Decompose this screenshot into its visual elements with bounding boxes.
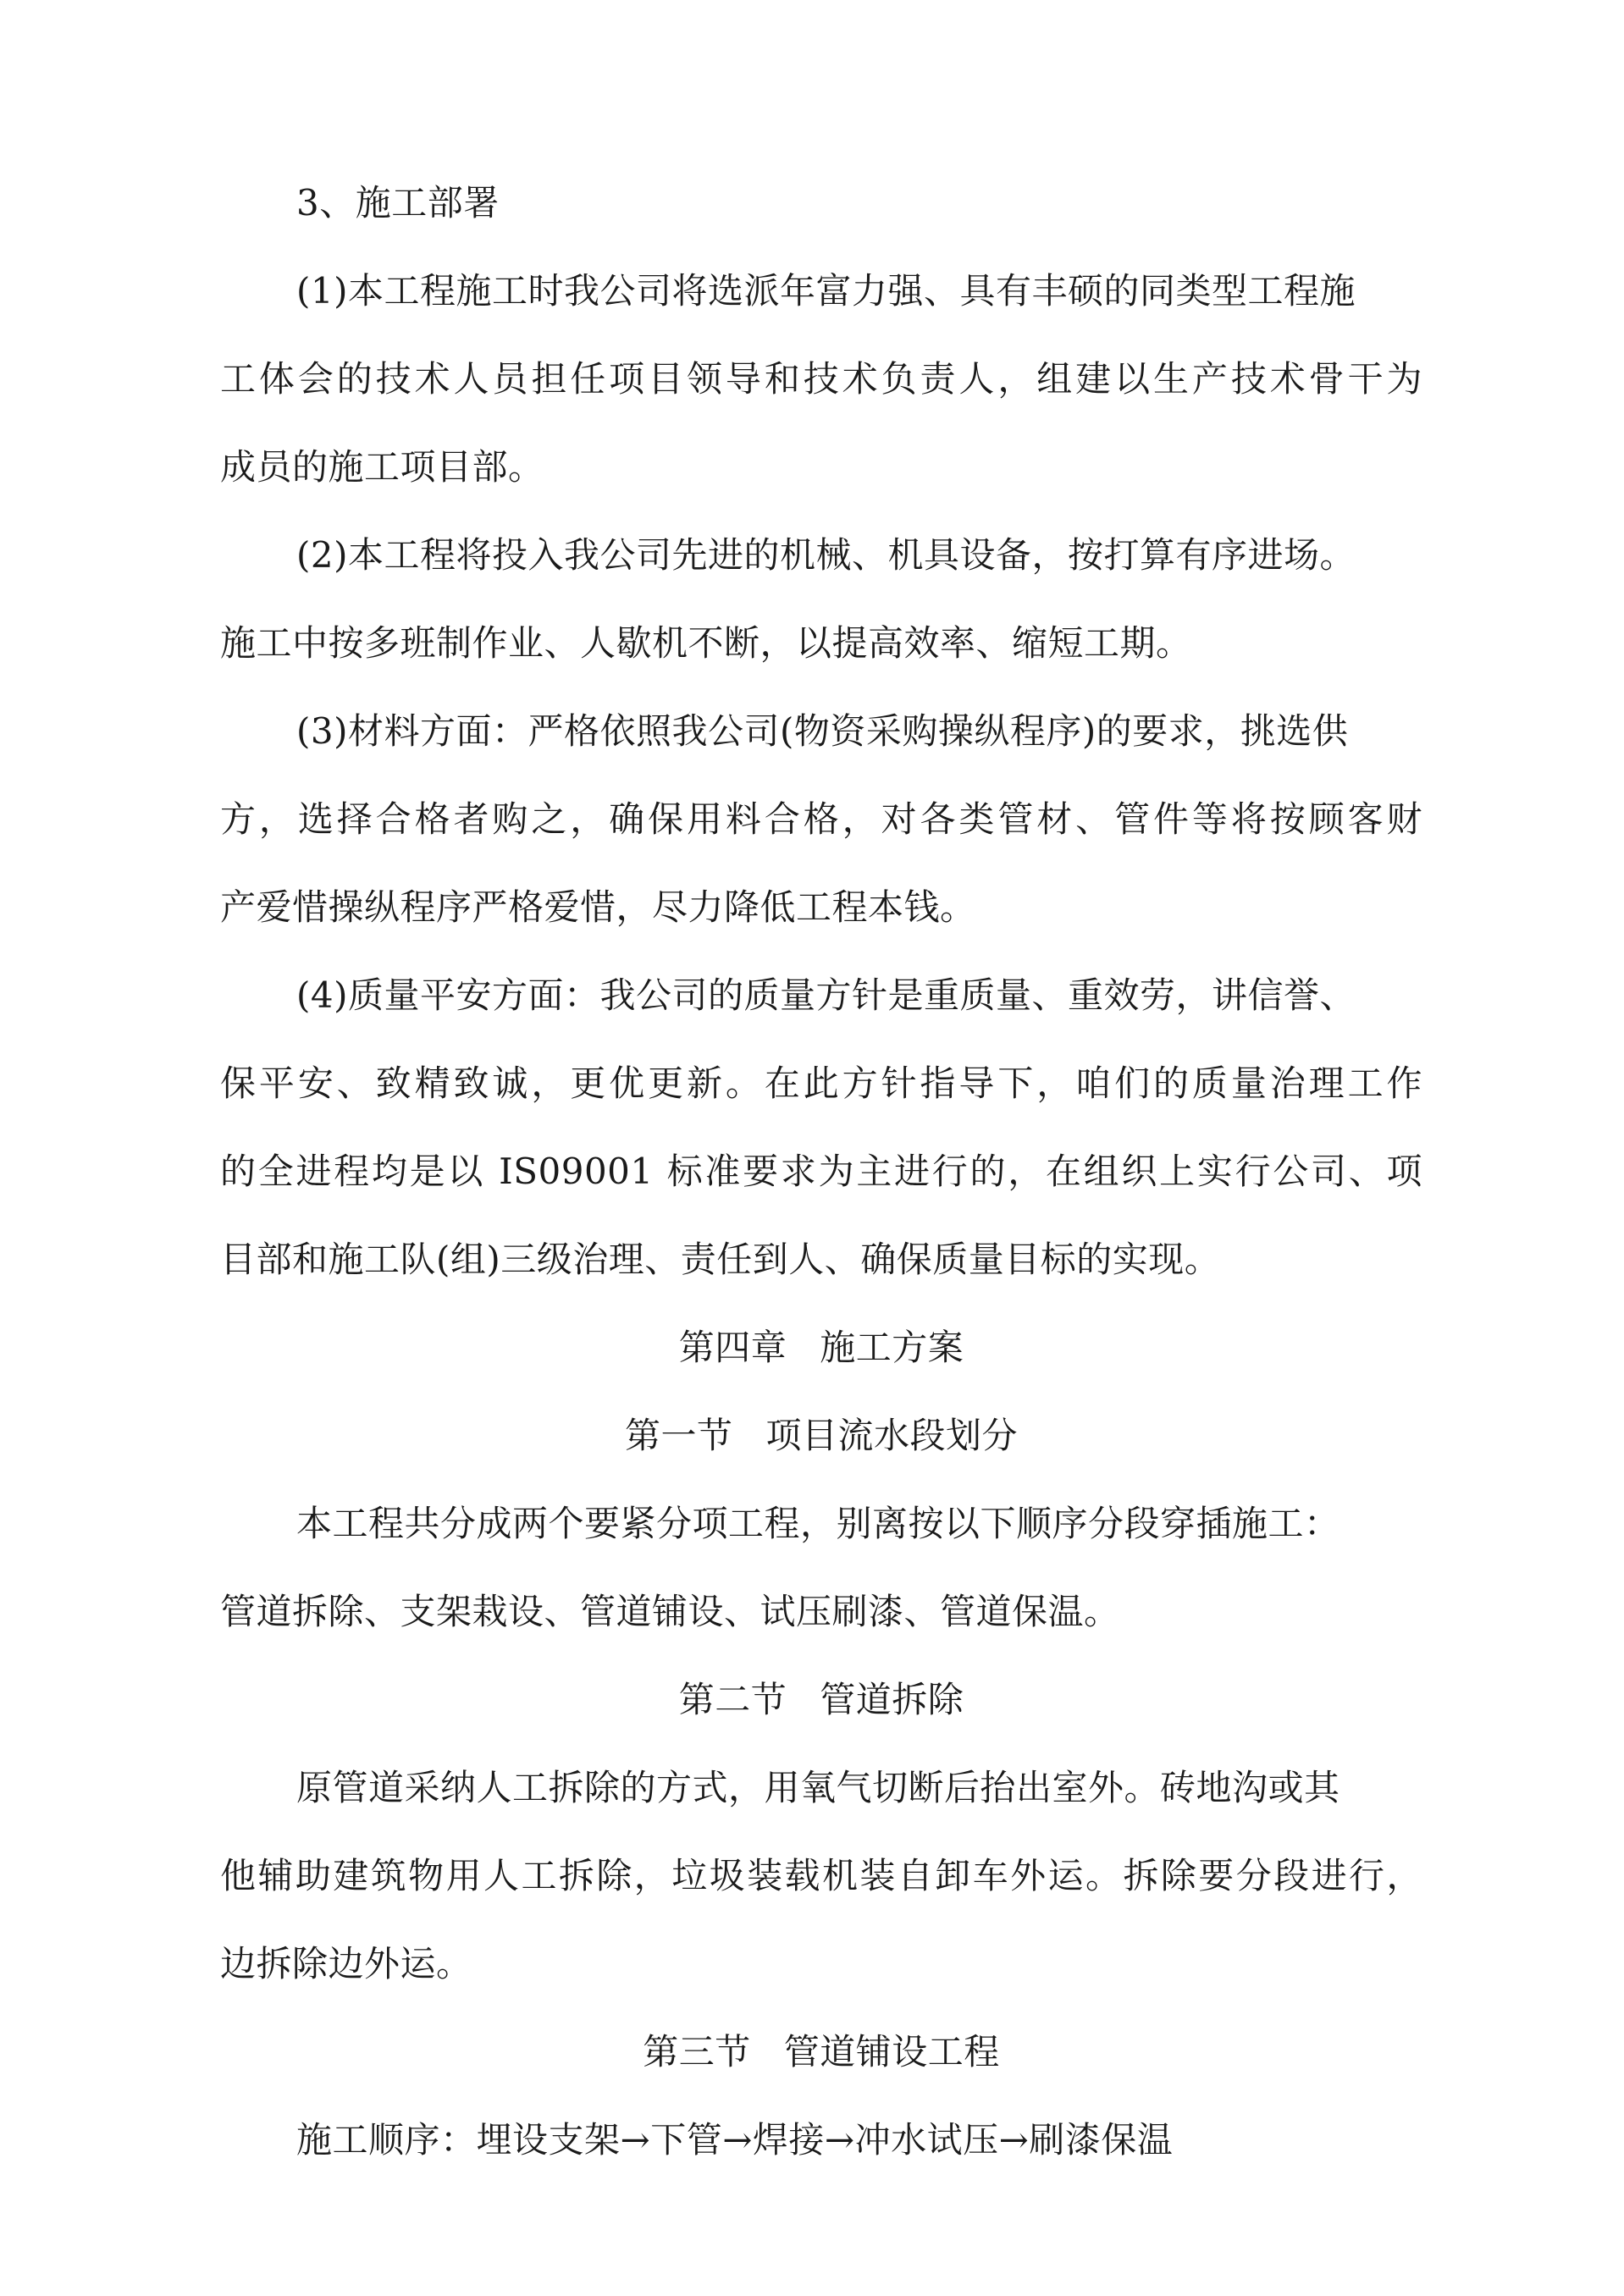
- section-2-body-line-3: 边拆除边外运。: [220, 1943, 472, 1984]
- paragraph-2-line-1: (2)本工程将投入我公司先进的机械、机具设备，按打算有序进场。: [296, 534, 1356, 576]
- section-heading: 3、施工部署: [296, 182, 500, 224]
- section-2-body-line-1: 原管道采纳人工拆除的方式，用氧气切断后抬出室外。砖地沟或其: [296, 1767, 1340, 1808]
- chapter-title: 第四章 施工方案: [678, 1327, 964, 1368]
- section-1-body-line-1: 本工程共分成两个要紧分项工程，别离按以下顺序分段穿插施工：: [296, 1503, 1340, 1544]
- paragraph-3-line-2: 方，选择合格者购之，确保用料合格，对各类管材、管件等将按顾客财: [220, 798, 1422, 840]
- paragraph-3-line-1: (3)材料方面：严格依照我公司(物资采购操纵程序)的要求，挑选供: [296, 710, 1349, 752]
- section-2-title: 第二节 管道拆除: [678, 1679, 964, 1720]
- paragraph-2-line-2: 施工中按多班制作业、人歇机不断，以提高效率、缩短工期。: [220, 622, 1192, 664]
- section-1-body-line-2: 管道拆除、支架栽设、管道铺设、试压刷漆、管道保温。: [220, 1591, 1120, 1632]
- paragraph-3-line-3: 产爱惜操纵程序严格爱惜，尽力降低工程本钱。: [220, 886, 976, 928]
- section-2-body-line-2: 他辅助建筑物用人工拆除，垃圾装载机装自卸车外运。拆除要分段进行，: [220, 1855, 1422, 1896]
- paragraph-1-line-3: 成员的施工项目部。: [220, 446, 544, 488]
- section-3-title: 第三节 管道铺设工程: [643, 2031, 1000, 2072]
- paragraph-1-line-2: 工体会的技术人员担任项目领导和技术负责人，组建以生产技术骨干为: [220, 358, 1422, 400]
- paragraph-4-line-4: 目部和施工队(组)三级治理、责任到人、确保质量目标的实现。: [220, 1239, 1221, 1280]
- paragraph-4-line-1: (4)质量平安方面：我公司的质量方针是重质量、重效劳，讲信誉、: [296, 974, 1356, 1016]
- paragraph-1-line-1: (1)本工程施工时我公司将选派年富力强、具有丰硕的同类型工程施: [296, 270, 1356, 312]
- section-1-title: 第一节 项目流水段划分: [624, 1415, 1019, 1456]
- section-3-body-line-1: 施工顺序：埋设支架→下管→焊接→冲水试压→刷漆保温: [296, 2119, 1174, 2161]
- paragraph-4-line-3: 的全进程均是以 IS09001 标准要求为主进行的，在组织上实行公司、项: [220, 1151, 1422, 1192]
- paragraph-4-line-2: 保平安、致精致诚，更优更新。在此方针指导下，咱们的质量治理工作: [220, 1062, 1422, 1104]
